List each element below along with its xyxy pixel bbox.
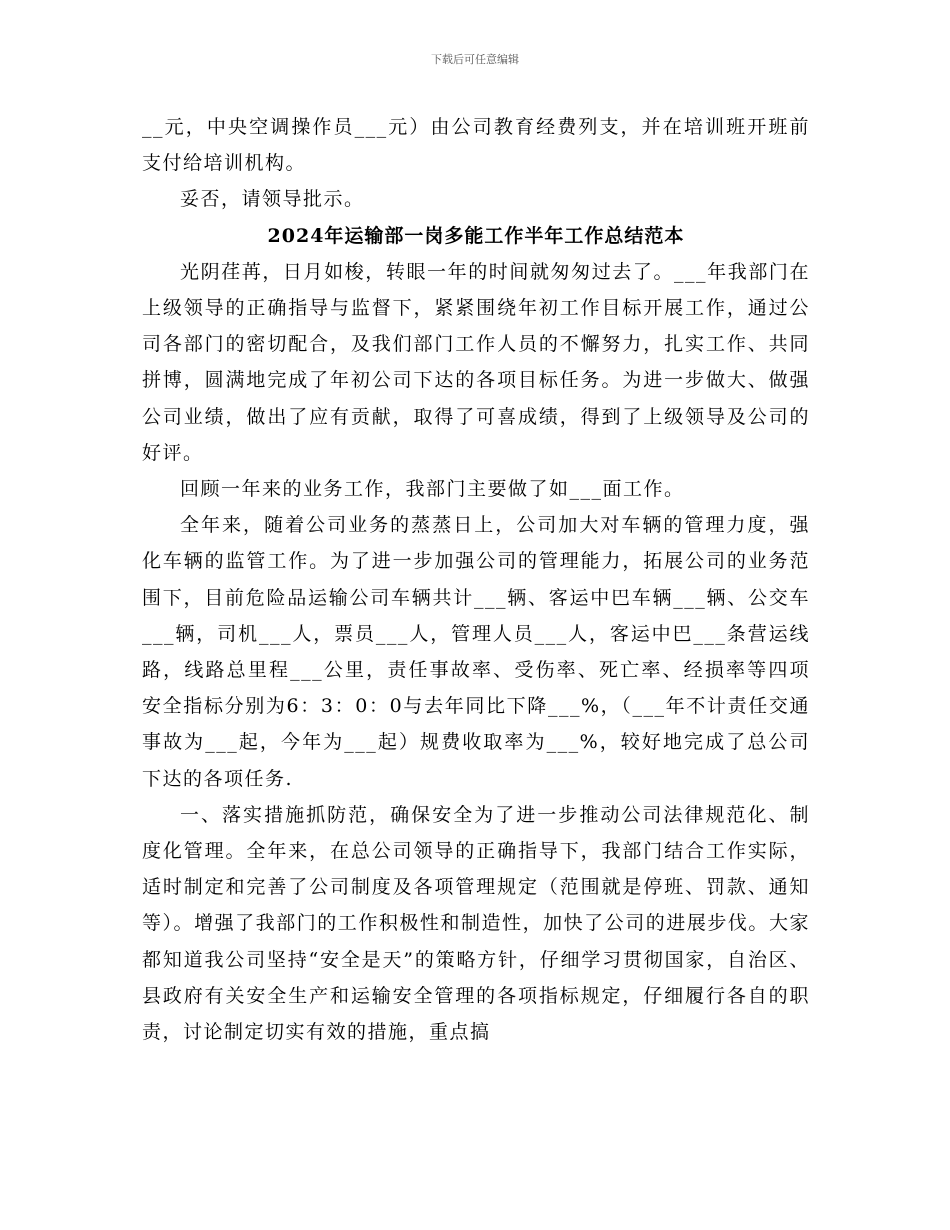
document-body [142,109,810,1050]
paragraph-review: 回顾一年来的业务工作，我部门主要做了如___面工作。 [180,478,685,501]
paragraph-safety-measures: 一、落实措施抓防范，确保安全为了进一步推动公司法律规范化、制度化管理。全年来，在总公司领导的正确指导下，我部门结合工作实际，适时制定和完善了公司制度及各项管理规定（范围就是停班、罚款、通知等）。增强了我部门的工作积极性和制造性，加快了公司的进展步伐。大家都知道我公司坚持“安全是天”的策略方针，仔细学习贯彻国家，自治区、县政府有关安全生产和运输安全管理的各项指标规定，仔细履行各自的职责，讨论制定切实有效的措施，重点搞 [142,803,810,1044]
paragraph-intro: 光阴荏苒，日月如梭，转眼一年的时间就匆匆过去了。___年我部门在上级领导的正确指导与监督下，紧紧围绕年初工作目标开展工作，通过公司各部门的密切配合，及我们部门工作人员的不懈努力，扎实工作、共同拼博，圆满地完成了年初公司下达的各项目标任务。为进一步做大、做强公司业绩，做出了应有贡献，取得了可喜成绩，得到了上级领导及公司的好评。 [142,260,810,464]
paragraph-statistics: 全年来，随着公司业务的蒸蒸日上，公司加大对车辆的管理力度，强化车辆的监管工作。为了进一步加强公司的管理能力，拓展公司的业务范围下，目前危险品运输公司车辆共计___辆、客运中巴车辆___辆、公交车___辆，司机___人，票员___人，管理人员___人，客运中巴___条营运线路，线路总里程___公里，责任事故率、受伤率、死亡率、经损率等四项安全指标分别为6：3：0：0与去年同比下降___%，（___年不计责任交通事故为___起，今年为___起）规费收取率为___%，较好地完成了总公司下达的各项任务. [142,514,810,790]
document-title: 2024年运输部一岗多能工作半年工作总结范本 [267,224,685,247]
paragraph-approval-request: 妥否，请领导批示。 [180,188,365,211]
paragraph-continuation: __元，中央空调操作员___元）由公司教育经费列支，并在培训班开班前支付给培训机构。 [142,116,810,175]
page-header: 下载后可任意编辑 [431,53,519,66]
